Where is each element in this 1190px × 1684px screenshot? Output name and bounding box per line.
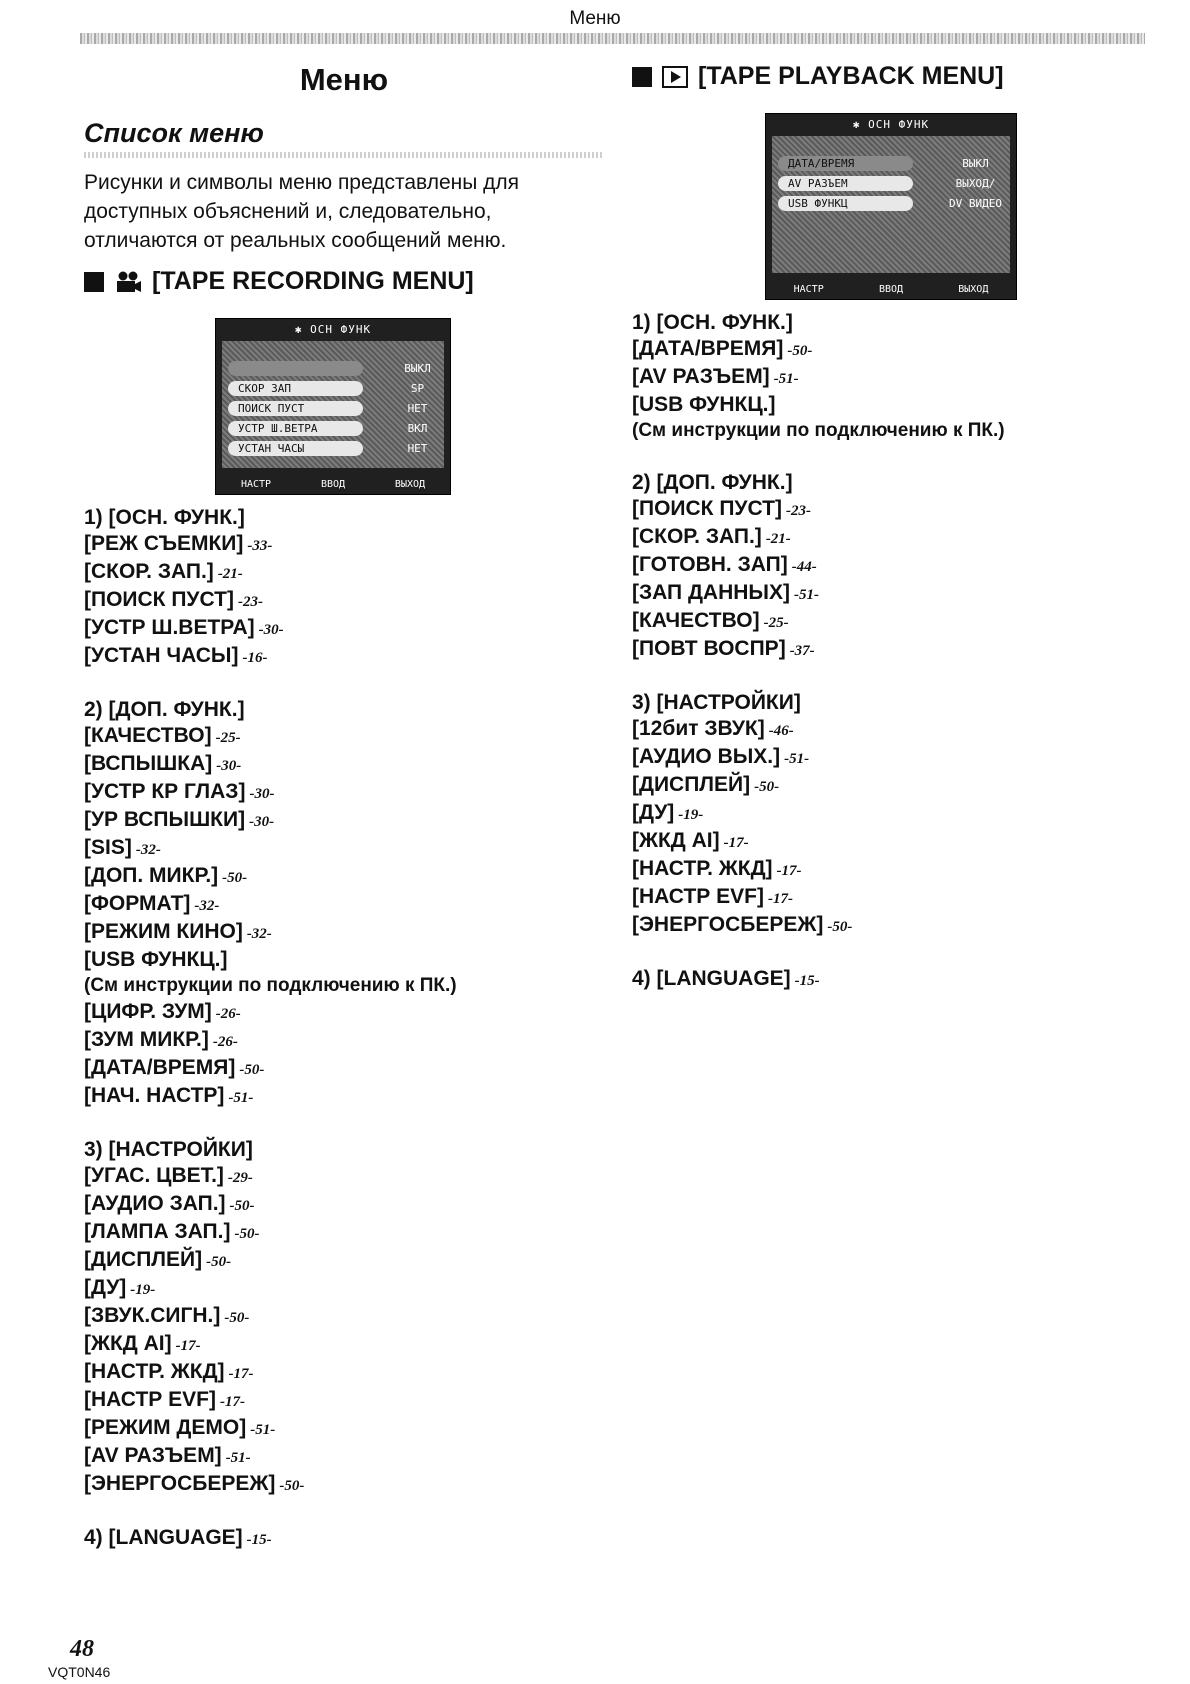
menu-item-label: 1) [ОСН. ФУНК.]: [632, 311, 793, 334]
menu-item: [632, 800, 1152, 828]
section-subtitle: Список меню: [84, 118, 264, 148]
tape-playback-heading: [632, 62, 1152, 91]
menu-item-label: [AV РАЗЪЕМ]: [632, 365, 770, 388]
page-reference: -30-: [216, 758, 242, 774]
menu-item: [84, 863, 604, 891]
lcd-title: ✱ ОСН ФУНК: [852, 118, 930, 131]
header-band: [80, 33, 1145, 44]
menu-item-label: [ДИСПЛЕЙ]: [632, 773, 751, 796]
tape-playback-title: [TAPE PLAYBACK MENU]: [698, 62, 1004, 90]
menu-item: [632, 884, 1152, 912]
intro-paragraph: Рисунки и символы меню представлены для доступных объяснений и, следовательно, отличаются от реальных сообщений меню.: [84, 171, 520, 252]
menu-item-label: [НАСТР EVF]: [632, 885, 764, 908]
menu-item: [632, 772, 1152, 800]
menu-group: [84, 1525, 604, 1553]
black-square-icon: [632, 67, 652, 87]
page-reference: -23-: [237, 594, 263, 610]
menu-item-label: [АУДИО ВЫХ.]: [632, 745, 781, 768]
menu-item: [84, 1027, 604, 1055]
menu-item: [632, 580, 1152, 608]
model-code: VQT0N46: [48, 1664, 111, 1680]
menu-item: [84, 1083, 604, 1111]
menu-item-label: [ЭНЕРГОСБЕРЕЖ]: [84, 1472, 276, 1495]
menu-item-label: [USB ФУНКЦ.]: [84, 948, 228, 971]
page-reference: -30-: [258, 622, 284, 638]
menu-item: [84, 1275, 604, 1303]
menu-item-label: [SIS]: [84, 836, 132, 859]
menu-item-label: [ДОП. МИКР.]: [84, 864, 219, 887]
page-reference: -30-: [249, 786, 275, 802]
page-reference: -32-: [135, 842, 161, 858]
menu-item-label: [УСТР Ш.ВЕТРА]: [84, 616, 255, 639]
page-reference: -19-: [678, 807, 704, 823]
menu-item: [84, 1415, 604, 1443]
menu-group: [632, 310, 1152, 444]
page-reference: -50-: [234, 1226, 260, 1242]
menu-item: [632, 470, 1152, 496]
menu-item: [84, 947, 604, 973]
menu-item: [632, 524, 1152, 552]
page-reference: -50-: [224, 1310, 250, 1326]
tape-recording-title: [TAPE RECORDING MENU]: [152, 267, 474, 295]
menu-item-label: [ЖКД AI]: [632, 829, 720, 852]
menu-item: [84, 1359, 604, 1387]
menu-group: [84, 1137, 604, 1499]
menu-item-label: [РЕЖИМ КИНО]: [84, 920, 243, 943]
menu-item-label: 3) [НАСТРОЙКИ]: [632, 691, 801, 714]
menu-item: [84, 835, 604, 863]
menu-item-label: [ДИСПЛЕЙ]: [84, 1248, 203, 1271]
page-title: Меню: [299, 62, 389, 97]
menu-item-label: [КАЧЕСТВО]: [84, 724, 212, 747]
menu-item: [632, 912, 1152, 940]
page-reference: -50-: [229, 1198, 255, 1214]
page-reference: -50-: [239, 1062, 265, 1078]
page-reference: -50-: [222, 870, 248, 886]
menu-item-label: 3) [НАСТРОЙКИ]: [84, 1138, 253, 1161]
menu-item-label: (См инструкции по подключению к ПК.): [632, 420, 1005, 441]
menu-item-label: 2) [ДОП. ФУНК.]: [632, 471, 793, 494]
page-reference: -25-: [763, 615, 789, 631]
menu-item-label: [ГОТОВН. ЗАП]: [632, 553, 788, 576]
menu-item-label: [ВСПЫШКА]: [84, 752, 213, 775]
menu-item: [84, 1163, 604, 1191]
page-reference: -23-: [785, 503, 811, 519]
menu-item-label: [УСТР КР ГЛАЗ]: [84, 780, 246, 803]
lcd-title-icon: ✱: [294, 323, 311, 336]
page-reference: -15-: [246, 1532, 272, 1548]
black-square-icon: [84, 272, 104, 292]
menu-item-label: [РЕЖИМ ДЕМО]: [84, 1416, 247, 1439]
page-reference: -21-: [217, 566, 243, 582]
menu-item: [84, 531, 604, 559]
page-reference: -37-: [789, 643, 815, 659]
page-reference: -51-: [225, 1450, 251, 1466]
page-reference: -44-: [791, 559, 817, 575]
menu-item-label: 4) [LANGUAGE]: [632, 967, 791, 990]
menu-group: [632, 470, 1152, 664]
playback-menu-screen: ✱ ОСН ФУНК ДАТА/ВРЕМЯ ВЫКЛ AV РАЗЪЕМ ВЫХОД/ USB ФУНКЦ DV ВИДЕО НАСТР ВВОД ВЫХОД: [765, 113, 1017, 300]
menu-item: [84, 1191, 604, 1219]
menu-note: [632, 418, 1152, 444]
menu-item-label: [НАЧ. НАСТР]: [84, 1084, 225, 1107]
menu-item: [84, 1443, 604, 1471]
menu-item: [632, 364, 1152, 392]
menu-item: [84, 559, 604, 587]
menu-item: [632, 828, 1152, 856]
menu-item-label: (См инструкции по подключению к ПК.): [84, 975, 457, 996]
menu-item-label: [ДУ]: [84, 1276, 127, 1299]
menu-item-label: [УГАС. ЦВЕТ.]: [84, 1164, 224, 1187]
page-reference: -32-: [194, 898, 220, 914]
menu-item: [84, 1471, 604, 1499]
menu-note: [84, 973, 604, 999]
lcd-title-icon: ✱: [852, 118, 869, 131]
tape-recording-menu-list: [84, 505, 604, 1553]
menu-item-label: [ЗУМ МИКР.]: [84, 1028, 209, 1051]
left-column: [84, 56, 604, 1579]
lcd-footer: НАСТР ВВОД ВЫХОД: [240, 479, 426, 490]
menu-item: [632, 856, 1152, 884]
menu-item-label: [УР ВСПЫШКИ]: [84, 808, 246, 831]
menu-item-label: [ЭНЕРГОСБЕРЕЖ]: [632, 913, 824, 936]
page-reference: -51-: [228, 1090, 254, 1106]
page-reference: -17-: [767, 891, 793, 907]
menu-item: [84, 751, 604, 779]
tape-recording-heading: [84, 267, 604, 296]
menu-item-label: [НАСТР. ЖКД]: [632, 857, 773, 880]
menu-group: [84, 697, 604, 1111]
menu-item-label: [СКОР. ЗАП.]: [84, 560, 214, 583]
page-reference: -51-: [250, 1422, 276, 1438]
menu-item-label: [ЖКД AI]: [84, 1332, 172, 1355]
page-reference: -17-: [776, 863, 802, 879]
menu-item: [84, 587, 604, 615]
right-column: [632, 56, 1152, 1020]
page-reference: -16-: [242, 650, 268, 666]
page-number: 48: [70, 1636, 94, 1662]
menu-item: [632, 552, 1152, 580]
menu-item: [84, 919, 604, 947]
tape-playback-menu-list: [632, 310, 1152, 994]
menu-item-label: [12бит ЗВУК]: [632, 717, 765, 740]
menu-item-label: [НАСТР EVF]: [84, 1388, 216, 1411]
menu-item: [84, 779, 604, 807]
menu-item: [632, 336, 1152, 364]
menu-group: [632, 966, 1152, 994]
page-reference: -15-: [794, 973, 820, 989]
menu-item: [632, 744, 1152, 772]
page-reference: -51-: [784, 751, 810, 767]
menu-item: [84, 697, 604, 723]
menu-item: [84, 643, 604, 671]
page-reference: -17-: [219, 1394, 245, 1410]
menu-item: [632, 716, 1152, 744]
menu-item-label: [ЗАП ДАННЫХ]: [632, 581, 790, 604]
menu-item: [84, 1331, 604, 1359]
menu-item-label: [ДАТА/ВРЕМЯ]: [632, 337, 784, 360]
menu-item: [84, 1219, 604, 1247]
menu-item-label: 1) [ОСН. ФУНК.]: [84, 506, 245, 529]
menu-item-label: [ФОРМАТ]: [84, 892, 191, 915]
menu-item: [632, 636, 1152, 664]
page-reference: -26-: [215, 1006, 241, 1022]
page-reference: -19-: [130, 1282, 156, 1298]
menu-item-label: [ПОИСК ПУСТ]: [632, 497, 782, 520]
page-reference: -17-: [228, 1366, 254, 1382]
page-reference: -50-: [206, 1254, 232, 1270]
page-reference: -21-: [765, 531, 791, 547]
page-reference: -26-: [212, 1034, 238, 1050]
menu-item-label: [ЗВУК.СИГН.]: [84, 1304, 221, 1327]
menu-item-label: [USB ФУНКЦ.]: [632, 393, 776, 416]
page-reference: -50-: [754, 779, 780, 795]
recording-menu-screen: ✱ ОСН ФУНК ВЫКЛ СКОР ЗАП SP ПОИСК ПУСТ НЕТ УСТР Ш.ВЕТРА ВКЛ УСТАН ЧАСЫ НЕТ НАСТР ВВОД ВЫХОД: [215, 318, 451, 495]
menu-item-label: 2) [ДОП. ФУНК.]: [84, 698, 245, 721]
page-reference: -17-: [175, 1338, 201, 1354]
menu-item: [84, 505, 604, 531]
lcd-title: ✱ ОСН ФУНК: [294, 323, 372, 336]
menu-item: [84, 1303, 604, 1331]
page-reference: -30-: [249, 814, 275, 830]
page-reference: -29-: [227, 1170, 253, 1186]
menu-item-label: [АУДИО ЗАП.]: [84, 1192, 226, 1215]
playback-mode-icon: [662, 66, 688, 88]
menu-item-label: [ДАТА/ВРЕМЯ]: [84, 1056, 236, 1079]
page-reference: -32-: [246, 926, 272, 942]
page-reference: -50-: [279, 1478, 305, 1494]
page-reference: -51-: [773, 371, 799, 387]
page-reference: -50-: [827, 919, 853, 935]
menu-item-label: [ЛАМПА ЗАП.]: [84, 1220, 231, 1243]
menu-item: [84, 1387, 604, 1415]
page-reference: -17-: [723, 835, 749, 851]
page-reference: -46-: [768, 723, 794, 739]
subtitle-rule: [84, 152, 604, 158]
menu-item: [632, 966, 1152, 994]
menu-item-label: [AV РАЗЪЕМ]: [84, 1444, 222, 1467]
menu-item: [84, 891, 604, 919]
menu-group: [84, 505, 604, 671]
page-reference: -50-: [787, 343, 813, 359]
menu-item: [632, 392, 1152, 418]
menu-item-label: [КАЧЕСТВО]: [632, 609, 760, 632]
menu-item-label: 4) [LANGUAGE]: [84, 1526, 243, 1549]
running-head: Меню: [569, 8, 621, 29]
page-reference: -33-: [247, 538, 273, 554]
menu-item: [84, 1055, 604, 1083]
menu-group: [632, 690, 1152, 940]
menu-item: [632, 690, 1152, 716]
menu-item: [84, 1525, 604, 1553]
menu-item: [632, 608, 1152, 636]
menu-item: [84, 807, 604, 835]
menu-item: [84, 615, 604, 643]
page-reference: -51-: [793, 587, 819, 603]
menu-item-label: [ПОИСК ПУСТ]: [84, 588, 234, 611]
menu-item-label: [СКОР. ЗАП.]: [632, 525, 762, 548]
menu-item: [632, 496, 1152, 524]
menu-item-label: [ДУ]: [632, 801, 675, 824]
menu-item: [632, 310, 1152, 336]
menu-item: [84, 723, 604, 751]
menu-item: [84, 1247, 604, 1275]
menu-item-label: [НАСТР. ЖКД]: [84, 1360, 225, 1383]
menu-item-label: [РЕЖ СЪЕМКИ]: [84, 532, 244, 555]
menu-item: [84, 999, 604, 1027]
menu-item-label: [ЦИФР. ЗУМ]: [84, 1000, 212, 1023]
recording-mode-icon: [114, 270, 142, 294]
page-reference: -25-: [215, 730, 241, 746]
lcd-footer: НАСТР ВВОД ВЫХОД: [793, 284, 989, 295]
menu-item-label: [УСТАН ЧАСЫ]: [84, 644, 239, 667]
menu-item: [84, 1137, 604, 1163]
menu-item-label: [ПОВТ ВОСПР]: [632, 637, 786, 660]
